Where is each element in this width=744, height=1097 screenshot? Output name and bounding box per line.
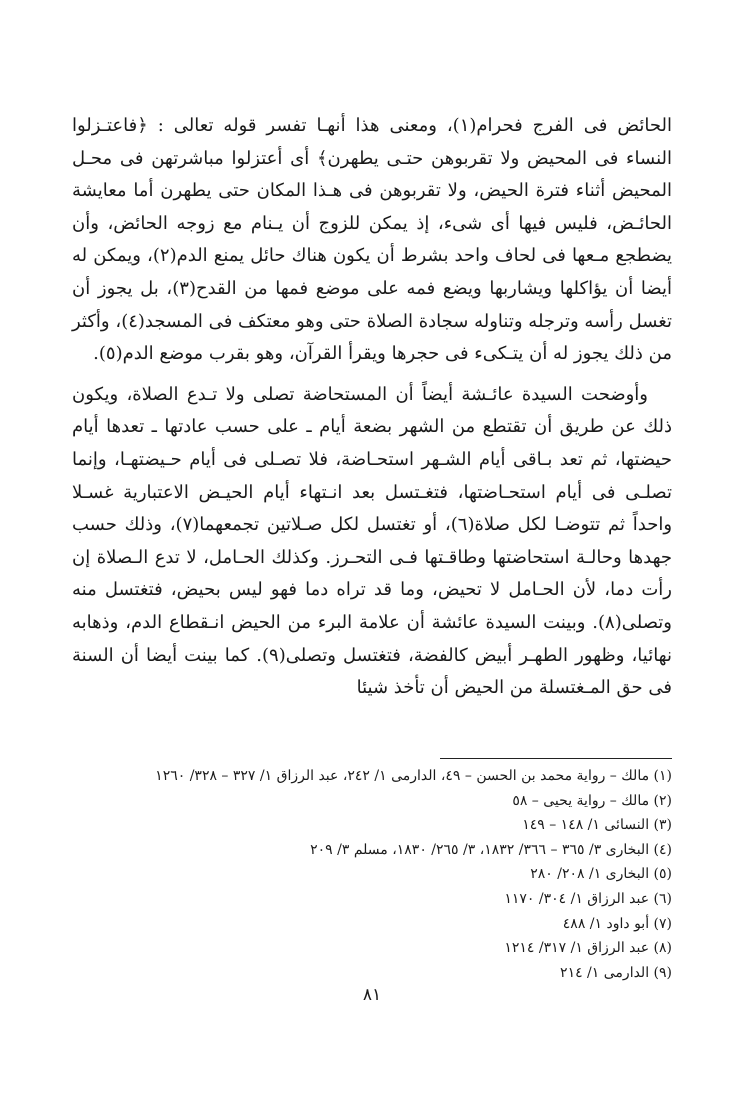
footnote-separator	[440, 758, 672, 759]
footnote-9: (٩) الدارمى ١/ ٢١٤	[560, 964, 672, 981]
paragraph-2: وأوضحت السيدة عائـشة أيضاً أن المستحاضة تصلى ولا تـدع الصلاة، ويكون ذلك عن طريق أن تقتطع من الشهر بضعة أيام ـ على حسب عادتها ـ تعدها أيام حيضتها، ثم تعد بـاقى أيام الشـهر استحـاضة، فلا تصـلى فى أيام حـيضتهـا، وإنما تصلـى فى أيام استحـاضتها، فتغـتسل بعد انـتهاء أيام الحيـض الاعتبارية غسـلا واحداً ثم تتوضـا لكل صلاة(٦)، أو تغتسل لكل صـلاتين تجمعهما(٧)، وذلك حسب جهدها وحالـة استحاضتها وطاقـتها فـى التحـرز. وكذلك الحـامل، لا تدع الـصلاة إن رأت دما، لأن الحـامل لا تحيض، وما قد تراه دما فهو ليس بحيض، فتغتسل منه وتصلى(٨). وبينت السيدة عائشة أن علامة البرء من الحيض انـقطاع الدم، وذهابه نهائيا، وظهور الطهـر أبيض كالفضة، فتغتسل وتصلى(٩). كما بينت أيضا أن السنة فى حق المـغتسلة من الحيض أن تأخذ شيئا	[72, 383, 673, 699]
footnote-7: (٧) أبو داود ١/ ٤٨٨	[562, 915, 672, 932]
main-text	[72, 110, 672, 705]
footnote-8: (٨) عبد الرزاق ١/ ٣١٧/ ١٢١٤	[504, 940, 672, 957]
paragraph-1: الحائض فى الفرج فحرام(١)، ومعنى هذا أنهـا تفسر قوله تعالى : ﴿فاعتـزلوا النساء فى المحيض ولا تقربوهن حتـى يطهرن﴾ أى أعتزلوا مباشرتهن فى محـل المحيض أثناء فترة الحيض، ولا تقربوهن فى هـذا المكان حتى يطهرن أما معايشة الحائـض، فليس فيها أى شىء، إذ يمكن للزوج أن يـنام مع زوجه الحائض، وأن يضطجع مـعها فى لحاف واحد بشرط أن يكون هناك حائل يمنع الدم(٢)، ويمكن له أيضا أن يؤاكلها ويشاربها ويضع فمه على موضع فمها من القدح(٣)، بل يجوز أن تغسل رأسه وترجله وتناوله سجادة الصلاة حتى وهو معتكف فى المسجد(٤)، وأكثر من ذلك يجوز له أن يتـكىء فى حجرها ويقرأ القرآن، وهو بقرب موضع الدم(٥).	[72, 115, 673, 365]
footnote-4: (٤) البخارى ٣/ ٣٦٥ – ٣٦٦/ ١٨٣٢، ٣/ ٢٦٥/ ١٨٣٠، مسلم ٣/ ٢٠٩	[310, 841, 672, 858]
footnote-6: (٦) عبد الرزاق ١/ ٣٠٤/ ١١٧٠	[504, 890, 672, 907]
footnote-1: (١) مالك – رواية محمد بن الحسن – ٤٩، الدارمى ١/ ٢٤٢، عبد الرزاق ١/ ٣٢٧ – ٣٢٨/ ١٢٦٠	[155, 768, 672, 784]
footnote-3: (٣) النسائى ١/ ١٤٨ – ١٤٩	[522, 817, 672, 834]
footnote-5: (٥) البخارى ١/ ٢٠٨/ ٢٨٠	[530, 866, 672, 883]
footnotes	[72, 764, 672, 985]
footnote-2: (٢) مالك – رواية يحيى – ٥٨	[512, 792, 672, 809]
page-number: ٨١	[362, 985, 382, 1005]
